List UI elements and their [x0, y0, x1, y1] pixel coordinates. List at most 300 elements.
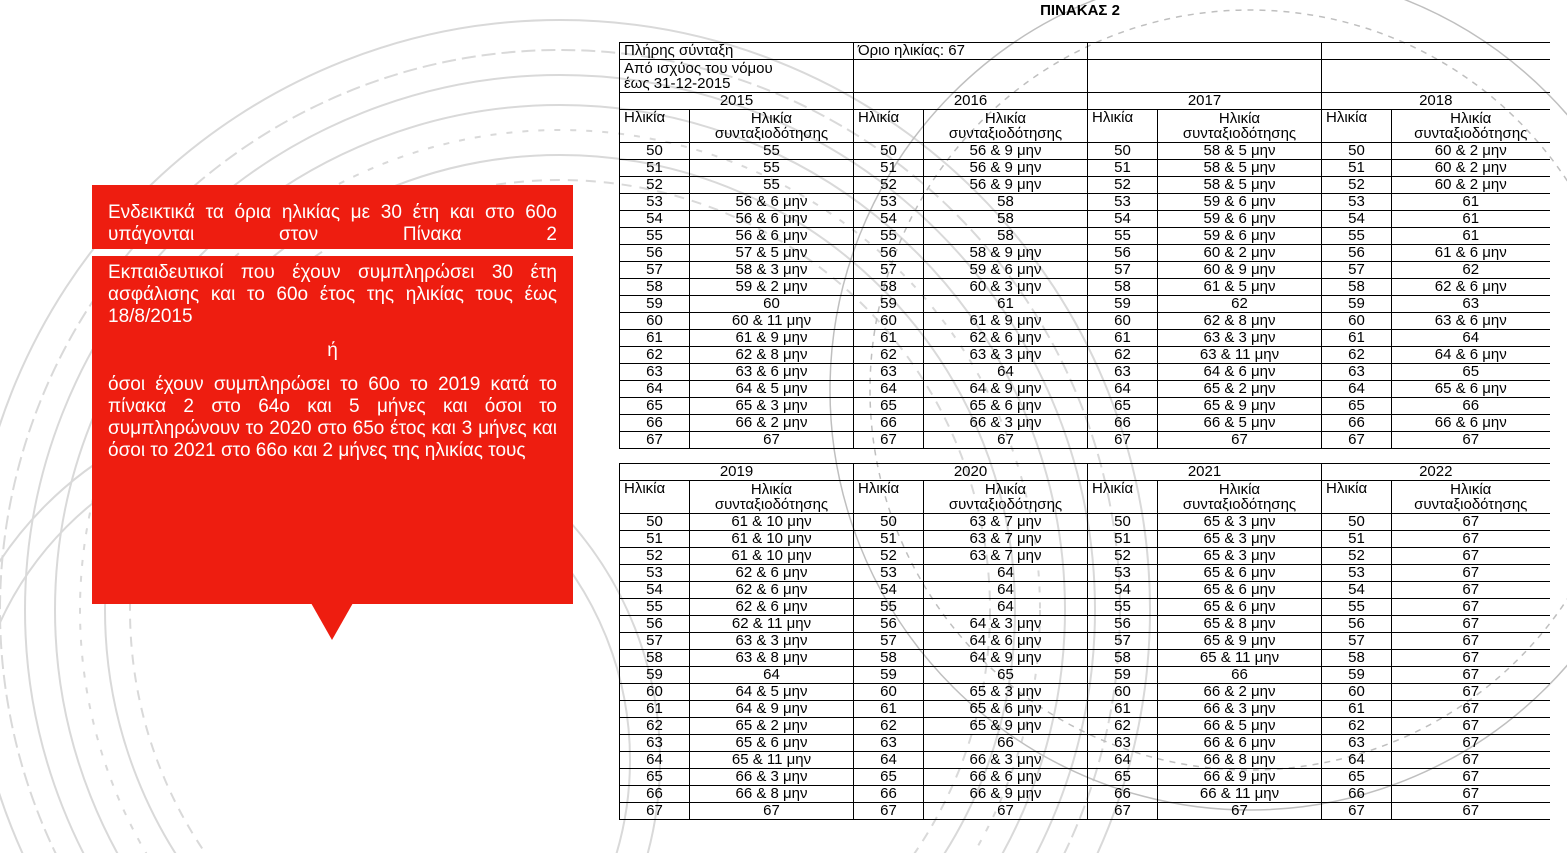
pension-age-cell: 66 [1392, 398, 1550, 415]
pension-age-cell: 59 & 6 μην [924, 262, 1088, 279]
table-row [620, 245, 1550, 262]
age-column-header: Ηλικία [854, 481, 924, 514]
pension-age-cell: 65 & 3 μην [690, 398, 854, 415]
pension-age-cell: 60 [690, 296, 854, 313]
age-column-header: Ηλικία [854, 110, 924, 143]
table-cell [1322, 43, 1550, 60]
pension-age-cell: 65 & 6 μην [1392, 381, 1550, 398]
table-row [620, 279, 1550, 296]
age-cell: 57 [854, 633, 924, 650]
table-row [620, 633, 1550, 650]
age-cell: 60 [1088, 684, 1158, 701]
table-row [620, 194, 1550, 211]
age-cell: 57 [620, 262, 690, 279]
age-cell: 54 [1322, 211, 1392, 228]
table-row [620, 432, 1550, 449]
age-cell: 64 [854, 752, 924, 769]
pension-age-cell: 67 [1392, 718, 1550, 735]
pension-age-cell: 61 & 5 μην [1158, 279, 1322, 296]
age-cell: 63 [1088, 735, 1158, 752]
column-header-row [620, 481, 1550, 514]
age-column-header: Ηλικία [1322, 481, 1392, 514]
age-cell: 51 [854, 160, 924, 177]
table-row [620, 718, 1550, 735]
pension-age-cell: 67 [1392, 616, 1550, 633]
age-cell: 53 [854, 565, 924, 582]
age-cell: 54 [1322, 582, 1392, 599]
pension-age-cell: 61 & 9 μην [690, 330, 854, 347]
pension-age-cell: 66 & 2 μην [1158, 684, 1322, 701]
pension-age-cell: 61 & 9 μην [924, 313, 1088, 330]
age-cell: 61 [620, 330, 690, 347]
age-cell: 65 [1322, 769, 1392, 786]
pension-age-cell: 66 & 6 μην [1158, 735, 1322, 752]
age-cell: 58 [854, 279, 924, 296]
pension-age-cell: 67 [1158, 432, 1322, 449]
pension-age-cell: 58 [924, 228, 1088, 245]
age-cell: 59 [854, 296, 924, 313]
year-header-row [620, 93, 1550, 110]
age-cell: 64 [1322, 381, 1392, 398]
table-info-row [620, 60, 1550, 93]
pension-age-cell: 64 [924, 364, 1088, 381]
age-cell: 56 [1088, 245, 1158, 262]
age-cell: 56 [620, 616, 690, 633]
pension-age-cell: 61 & 6 μην [1392, 245, 1550, 262]
age-cell: 53 [1088, 565, 1158, 582]
year-header: 2020 [854, 464, 1088, 481]
pension-age-cell: 67 [1392, 514, 1550, 531]
table-cell [620, 449, 1550, 464]
pension-age-cell: 57 & 5 μην [690, 245, 854, 262]
pension-age-cell: 65 [924, 667, 1088, 684]
table-row [620, 786, 1550, 803]
table-row [620, 262, 1550, 279]
age-cell: 58 [854, 650, 924, 667]
age-cell: 55 [1322, 599, 1392, 616]
table-row [620, 415, 1550, 432]
pension-age-cell: 63 & 11 μην [1158, 347, 1322, 364]
pension-age-cell: 62 & 11 μην [690, 616, 854, 633]
age-cell: 61 [1088, 701, 1158, 718]
table-row [620, 667, 1550, 684]
age-cell: 65 [1088, 769, 1158, 786]
age-cell: 65 [854, 769, 924, 786]
pension-age-cell: 65 & 11 μην [1158, 650, 1322, 667]
age-cell: 57 [620, 633, 690, 650]
year-header: 2021 [1088, 464, 1322, 481]
table-spacer-row [620, 449, 1550, 464]
age-cell: 55 [854, 599, 924, 616]
age-cell: 64 [620, 381, 690, 398]
age-cell: 66 [854, 415, 924, 432]
pension-age-cell: 62 & 6 μην [1392, 279, 1550, 296]
pension-age-cell: 67 [1158, 803, 1322, 820]
pension-age-cell: 64 [1392, 330, 1550, 347]
age-cell: 51 [1322, 531, 1392, 548]
callout-or: ή [327, 340, 338, 361]
age-cell: 54 [1088, 582, 1158, 599]
table-row [620, 514, 1550, 531]
pension-age-cell: 66 [1158, 667, 1322, 684]
age-cell: 54 [854, 211, 924, 228]
pension-age-cell: 65 & 9 μην [1158, 633, 1322, 650]
age-cell: 53 [1322, 194, 1392, 211]
age-cell: 65 [1088, 398, 1158, 415]
age-cell: 51 [854, 531, 924, 548]
pension-age-cell: 66 & 3 μην [1158, 701, 1322, 718]
age-cell: 55 [620, 599, 690, 616]
table-row [620, 296, 1550, 313]
age-cell: 53 [620, 565, 690, 582]
age-cell: 54 [1088, 211, 1158, 228]
callout-paragraph-1: Εκπαιδευτικοί που έχουν συμπληρώσει 30 έτη ασφάλισης και το 60ο έτος της ηλικίας τους έως 18/8/2015 [108, 262, 557, 327]
age-cell: 59 [854, 667, 924, 684]
pension-age-cell: 65 & 6 μην [1158, 599, 1322, 616]
pension-age-cell: 61 [1392, 194, 1550, 211]
pension-age-cell: 62 [1158, 296, 1322, 313]
table-row [620, 616, 1550, 633]
table-row [620, 177, 1550, 194]
pension-age-column-header: Ηλικία συνταξιοδότησης [1158, 481, 1322, 514]
pension-age-cell: 65 & 11 μην [690, 752, 854, 769]
age-cell: 52 [854, 548, 924, 565]
age-cell: 64 [1322, 752, 1392, 769]
age-cell: 67 [620, 432, 690, 449]
pension-age-cell: 63 & 8 μην [690, 650, 854, 667]
age-cell: 62 [1322, 718, 1392, 735]
age-cell: 50 [1322, 143, 1392, 160]
table-row [620, 347, 1550, 364]
pension-age-cell: 65 [1392, 364, 1550, 381]
pension-age-cell: 64 & 5 μην [690, 684, 854, 701]
pension-age-cell: 66 & 11 μην [1158, 786, 1322, 803]
pension-age-cell: 65 & 6 μην [924, 398, 1088, 415]
full-pension-label: Πλήρης σύνταξη [620, 43, 854, 60]
age-cell: 61 [1322, 701, 1392, 718]
pension-age-cell: 66 & 6 μην [1392, 415, 1550, 432]
age-cell: 59 [1322, 667, 1392, 684]
pension-age-cell: 65 & 6 μην [924, 701, 1088, 718]
pension-age-cell: 64 [924, 565, 1088, 582]
age-cell: 63 [620, 735, 690, 752]
pension-age-cell: 62 & 8 μην [690, 347, 854, 364]
pension-age-cell: 61 [1392, 211, 1550, 228]
age-cell: 55 [854, 228, 924, 245]
age-cell: 52 [1322, 548, 1392, 565]
pension-age-cell: 67 [690, 432, 854, 449]
pension-age-cell: 62 & 6 μην [924, 330, 1088, 347]
age-cell: 56 [620, 245, 690, 262]
age-cell: 52 [1088, 177, 1158, 194]
pension-age-cell: 66 & 3 μην [924, 752, 1088, 769]
age-cell: 51 [620, 160, 690, 177]
age-cell: 66 [1322, 786, 1392, 803]
pension-age-cell: 58 [924, 211, 1088, 228]
pension-age-cell: 65 & 2 μην [1158, 381, 1322, 398]
pension-age-cell: 66 & 3 μην [690, 769, 854, 786]
age-cell: 52 [854, 177, 924, 194]
age-cell: 51 [1088, 160, 1158, 177]
pension-age-cell: 67 [1392, 633, 1550, 650]
age-cell: 67 [854, 432, 924, 449]
pension-age-cell: 64 & 5 μην [690, 381, 854, 398]
age-cell: 50 [620, 143, 690, 160]
pension-age-cell: 56 & 9 μην [924, 177, 1088, 194]
age-cell: 65 [1322, 398, 1392, 415]
age-column-header: Ηλικία [1088, 481, 1158, 514]
pension-age-cell: 59 & 2 μην [690, 279, 854, 296]
pension-age-cell: 59 & 6 μην [1158, 228, 1322, 245]
pension-age-cell: 62 & 8 μην [1158, 313, 1322, 330]
age-cell: 66 [620, 786, 690, 803]
pension-age-cell: 60 & 11 μην [690, 313, 854, 330]
pension-age-cell: 65 & 2 μην [690, 718, 854, 735]
pension-age-cell: 58 & 9 μην [924, 245, 1088, 262]
retirement-age-table [619, 42, 1550, 820]
pension-age-cell: 67 [1392, 548, 1550, 565]
pension-age-cell: 66 & 2 μην [690, 415, 854, 432]
pension-age-cell: 63 & 7 μην [924, 531, 1088, 548]
age-cell: 67 [620, 803, 690, 820]
age-cell: 62 [1088, 347, 1158, 364]
age-cell: 64 [1088, 381, 1158, 398]
age-cell: 66 [620, 415, 690, 432]
pension-age-cell: 64 [690, 667, 854, 684]
age-cell: 62 [1322, 347, 1392, 364]
pension-age-cell: 67 [1392, 599, 1550, 616]
age-cell: 64 [854, 381, 924, 398]
age-cell: 62 [854, 347, 924, 364]
age-cell: 62 [854, 718, 924, 735]
pension-age-cell: 58 & 5 μην [1158, 143, 1322, 160]
callout-header-text: Ενδεικτικά τα όρια ηλικίας με 30 έτη και στο 60ο υπάγονται στον Πίνακα 2 [108, 202, 557, 245]
age-cell: 63 [1322, 735, 1392, 752]
pension-age-cell: 61 & 10 μην [690, 514, 854, 531]
pension-age-cell: 66 & 6 μην [924, 769, 1088, 786]
column-header-row [620, 110, 1550, 143]
age-cell: 57 [1088, 262, 1158, 279]
table-row [620, 211, 1550, 228]
age-cell: 61 [854, 701, 924, 718]
pension-age-cell: 60 & 2 μην [1392, 177, 1550, 194]
pension-age-cell: 67 [1392, 735, 1550, 752]
pension-age-cell: 56 & 6 μην [690, 228, 854, 245]
table-row [620, 752, 1550, 769]
age-cell: 51 [1322, 160, 1392, 177]
age-cell: 57 [854, 262, 924, 279]
pension-age-cell: 67 [1392, 650, 1550, 667]
age-cell: 66 [854, 786, 924, 803]
age-cell: 60 [854, 684, 924, 701]
pension-age-cell: 67 [1392, 701, 1550, 718]
pension-age-cell: 63 & 7 μην [924, 514, 1088, 531]
pension-age-cell: 65 & 9 μην [1158, 398, 1322, 415]
pension-age-cell: 66 [924, 735, 1088, 752]
pension-age-cell: 67 [1392, 752, 1550, 769]
pension-age-cell: 67 [1392, 432, 1550, 449]
pension-age-cell: 67 [1392, 531, 1550, 548]
age-cell: 65 [620, 398, 690, 415]
age-cell: 55 [1322, 228, 1392, 245]
pension-age-cell: 55 [690, 143, 854, 160]
pension-age-column-header: Ηλικία συνταξιοδότησης [690, 481, 854, 514]
age-cell: 63 [854, 735, 924, 752]
pension-age-cell: 67 [1392, 769, 1550, 786]
age-cell: 52 [1322, 177, 1392, 194]
pension-age-cell: 63 [1392, 296, 1550, 313]
document-title: ΠΙΝΑΚΑΣ 2 [1040, 2, 1120, 19]
age-column-header: Ηλικία [620, 481, 690, 514]
table-row [620, 531, 1550, 548]
pension-age-cell: 59 & 6 μην [1158, 211, 1322, 228]
pension-age-cell: 59 & 6 μην [1158, 194, 1322, 211]
age-cell: 63 [1088, 364, 1158, 381]
pension-age-column-header: Ηλικία συνταξιοδότησης [1392, 110, 1550, 143]
pension-age-cell: 66 & 3 μην [924, 415, 1088, 432]
table-row [620, 650, 1550, 667]
age-cell: 57 [1322, 262, 1392, 279]
pension-age-cell: 60 & 2 μην [1392, 160, 1550, 177]
age-cell: 53 [1322, 565, 1392, 582]
pension-age-cell: 67 [1392, 582, 1550, 599]
age-cell: 66 [1088, 415, 1158, 432]
pension-age-cell: 65 & 3 μην [1158, 548, 1322, 565]
age-cell: 50 [1088, 143, 1158, 160]
pension-age-cell: 56 & 9 μην [924, 143, 1088, 160]
callout-box-body [92, 256, 573, 604]
age-cell: 61 [620, 701, 690, 718]
validity-label: Από ισχύος του νόμου έως 31-12-2015 [620, 60, 854, 93]
age-cell: 59 [1322, 296, 1392, 313]
age-cell: 63 [854, 364, 924, 381]
age-cell: 60 [620, 313, 690, 330]
age-cell: 67 [1088, 432, 1158, 449]
age-cell: 60 [620, 684, 690, 701]
age-cell: 64 [1088, 752, 1158, 769]
pension-age-cell: 67 [690, 803, 854, 820]
age-limit-label: Όριο ηλικίας: 67 [854, 43, 1088, 60]
age-cell: 54 [854, 582, 924, 599]
table-row [620, 803, 1550, 820]
age-cell: 51 [620, 531, 690, 548]
age-cell: 58 [1088, 650, 1158, 667]
table-row [620, 684, 1550, 701]
age-cell: 67 [1088, 803, 1158, 820]
age-cell: 52 [1088, 548, 1158, 565]
pension-age-cell: 63 & 6 μην [1392, 313, 1550, 330]
table-row [620, 143, 1550, 160]
pension-age-cell: 65 & 6 μην [1158, 582, 1322, 599]
pension-age-cell: 63 & 3 μην [924, 347, 1088, 364]
age-cell: 56 [854, 616, 924, 633]
pension-age-cell: 61 [1392, 228, 1550, 245]
age-cell: 63 [620, 364, 690, 381]
age-cell: 62 [620, 347, 690, 364]
age-cell: 61 [1322, 330, 1392, 347]
pension-age-cell: 55 [690, 160, 854, 177]
pension-age-cell: 64 & 6 μην [1158, 364, 1322, 381]
pension-age-cell: 64 & 6 μην [924, 633, 1088, 650]
age-column-header: Ηλικία [1088, 110, 1158, 143]
table-row [620, 364, 1550, 381]
age-cell: 57 [1322, 633, 1392, 650]
pension-age-cell: 60 & 9 μην [1158, 262, 1322, 279]
table-row [620, 313, 1550, 330]
age-cell: 55 [1088, 228, 1158, 245]
pension-age-cell: 58 & 5 μην [1158, 160, 1322, 177]
age-cell: 55 [1088, 599, 1158, 616]
table-row [620, 701, 1550, 718]
pension-age-cell: 65 & 8 μην [1158, 616, 1322, 633]
pension-age-cell: 65 & 6 μην [1158, 565, 1322, 582]
pension-age-cell: 67 [924, 432, 1088, 449]
year-header: 2019 [620, 464, 854, 481]
age-cell: 54 [620, 211, 690, 228]
pension-age-column-header: Ηλικία συνταξιοδότησης [690, 110, 854, 143]
pension-age-cell: 61 [924, 296, 1088, 313]
age-cell: 56 [1088, 616, 1158, 633]
age-cell: 50 [1088, 514, 1158, 531]
age-cell: 60 [1088, 313, 1158, 330]
year-header: 2016 [854, 93, 1088, 110]
pension-age-cell: 63 & 7 μην [924, 548, 1088, 565]
pension-age-cell: 61 & 10 μην [690, 548, 854, 565]
pension-age-column-header: Ηλικία συνταξιοδότησης [1158, 110, 1322, 143]
pension-age-cell: 56 & 6 μην [690, 194, 854, 211]
pension-age-cell: 60 & 2 μην [1158, 245, 1322, 262]
table-row [620, 381, 1550, 398]
age-cell: 59 [1088, 296, 1158, 313]
age-column-header: Ηλικία [620, 110, 690, 143]
table-row [620, 582, 1550, 599]
age-cell: 60 [854, 313, 924, 330]
age-cell: 55 [620, 228, 690, 245]
age-cell: 66 [1088, 786, 1158, 803]
year-header: 2022 [1322, 464, 1550, 481]
age-cell: 60 [1322, 313, 1392, 330]
pension-age-cell: 67 [1392, 565, 1550, 582]
age-cell: 66 [1322, 415, 1392, 432]
age-cell: 56 [1322, 245, 1392, 262]
table-cell [1088, 43, 1322, 60]
year-header: 2017 [1088, 93, 1322, 110]
pension-age-cell: 67 [1392, 684, 1550, 701]
age-cell: 58 [620, 279, 690, 296]
age-cell: 67 [1322, 432, 1392, 449]
age-cell: 58 [620, 650, 690, 667]
pension-age-cell: 63 & 3 μην [1158, 330, 1322, 347]
pension-age-cell: 55 [690, 177, 854, 194]
pension-age-cell: 56 & 9 μην [924, 160, 1088, 177]
year-header: 2015 [620, 93, 854, 110]
age-cell: 52 [620, 177, 690, 194]
age-cell: 52 [620, 548, 690, 565]
pension-age-cell: 64 & 9 μην [924, 381, 1088, 398]
age-cell: 53 [854, 194, 924, 211]
pension-age-column-header: Ηλικία συνταξιοδότησης [924, 110, 1088, 143]
pension-age-cell: 62 & 6 μην [690, 599, 854, 616]
table-row [620, 565, 1550, 582]
age-cell: 58 [1088, 279, 1158, 296]
age-cell: 61 [1088, 330, 1158, 347]
age-cell: 51 [1088, 531, 1158, 548]
pension-age-cell: 63 & 6 μην [690, 364, 854, 381]
age-cell: 54 [620, 582, 690, 599]
age-cell: 64 [620, 752, 690, 769]
pension-age-cell: 63 & 3 μην [690, 633, 854, 650]
age-cell: 59 [620, 296, 690, 313]
